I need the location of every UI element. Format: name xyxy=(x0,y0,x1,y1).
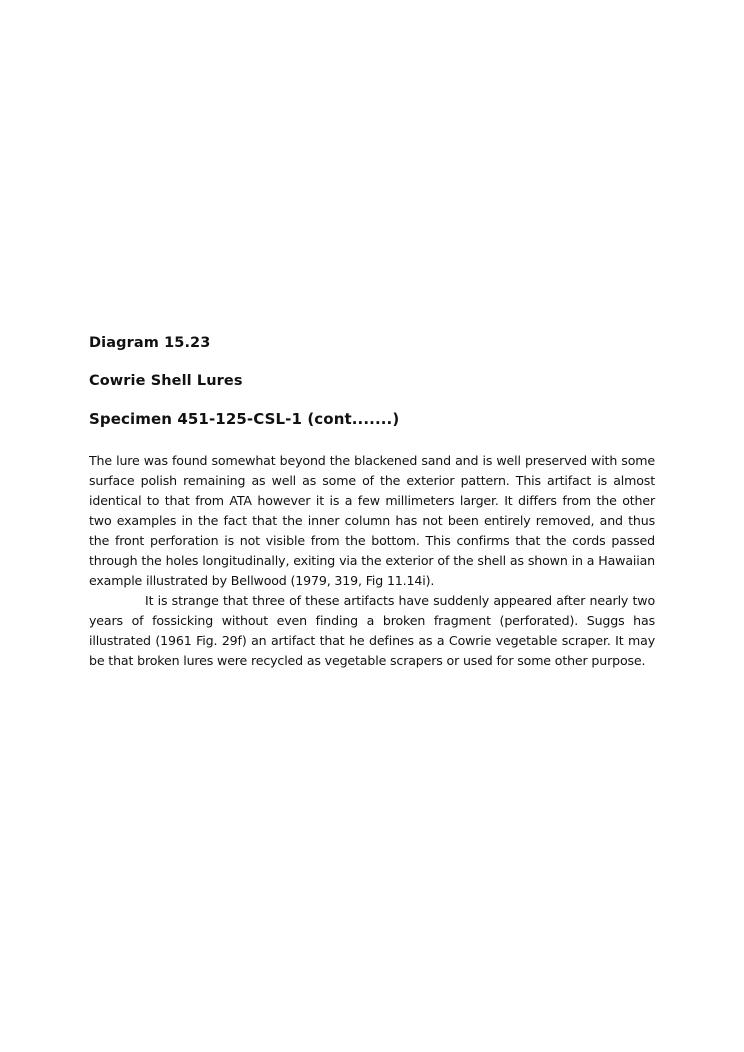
specimen-heading: Specimen 451-125-CSL-1 (cont.......) xyxy=(89,410,400,428)
document-page xyxy=(89,331,655,671)
paragraph: The lure was found somewhat beyond the blackened sand and is well preserved with some surface polish remaining as well as some of the exterior pattern. This artifact is almost identical to that from ATA however it is a few millimeters larger. It differs from the other two examples in the fact that the inner column has not been entirely removed, and thus the front perforation is not visible from the bottom. This confirms that the cords passed through the holes longitudinally, exiting via the exterior of the shell as shown in a Hawaiian example illustrated by Bellwood (1979, 319, Fig 11.14i). xyxy=(89,453,655,588)
paragraph: It is strange that three of these artifacts have suddenly appeared after nearly two years of fossicking without even finding a broken fragment (perforated). Suggs has illustrated (1961 Fig. 29f) an artifact that he defines as a Cowrie vegetable scraper. It may be that broken lures were recycled as vegetable scrapers or used for some other purpose. xyxy=(89,593,655,668)
body-text xyxy=(89,451,655,671)
diagram-label: Diagram 15.23 xyxy=(89,335,211,351)
section-title: Cowrie Shell Lures xyxy=(89,373,243,389)
